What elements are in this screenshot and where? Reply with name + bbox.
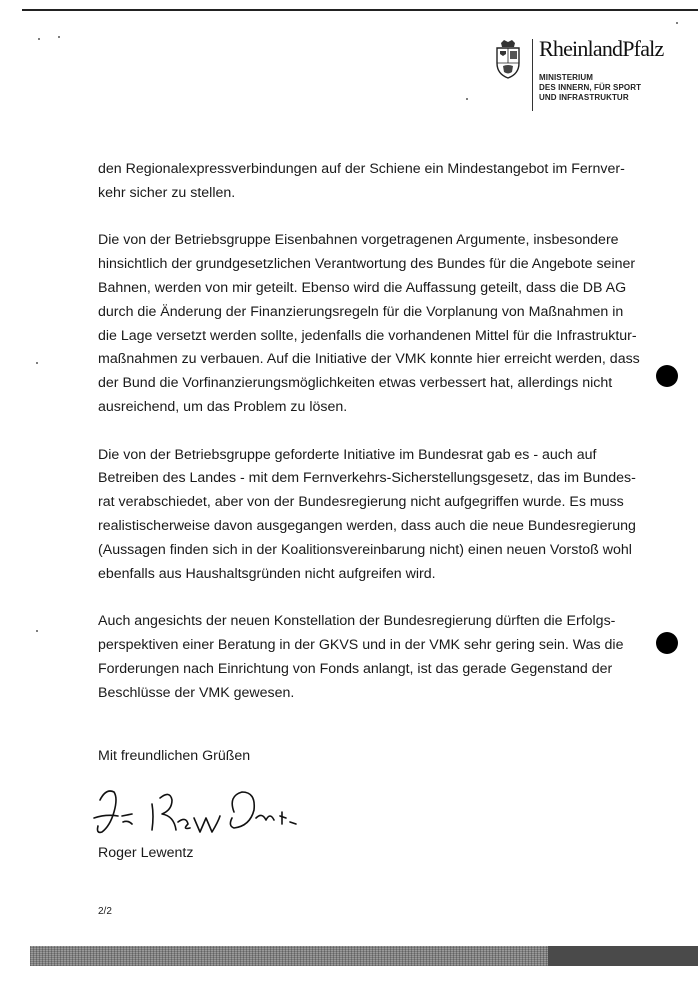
- text-line: Beschlüsse der VMK gewesen.: [98, 684, 295, 701]
- punch-hole: [656, 365, 678, 387]
- text-line: maßnahmen zu verbauen. Auf die Initiative der VMK konnte hier erreicht werden, dass: [98, 351, 640, 368]
- text-line: hinsichtlich der grundgesetzlichen Verantwortung des Bundes für die Angebote seiner: [98, 256, 636, 273]
- scan-speck: [38, 38, 40, 40]
- text-line: Betreiben des Landes - mit dem Fernverkehrs-Sicherstellungsgesetz, das im Bundes-: [98, 470, 636, 487]
- coat-of-arms-icon: [494, 39, 522, 79]
- text-line: den Regionalexpressverbindungen auf der Schiene ein Mindestangebot im Fernver-: [98, 161, 625, 177]
- text-line: ausreichend, um das Problem zu lösen.: [98, 398, 348, 415]
- ministry-name: [539, 73, 641, 103]
- paragraph: [98, 229, 640, 419]
- text-line: Die von der Betriebsgruppe Eisenbahnen vorgetragenen Argumente, insbesondere: [98, 232, 619, 249]
- text-line: Forderungen nach Einrichtung von Fonds anlangt, ist das gerade Gegenstand der: [98, 660, 613, 677]
- closing-greeting: Mit freundlichen Grüßen: [98, 748, 251, 764]
- text-line: ebenfalls aus Haushaltsgründen nicht aufgreifen wird.: [98, 565, 436, 582]
- ministry-line: UND INFRASTRUKTUR: [539, 93, 629, 102]
- handwritten-signature: [92, 778, 302, 850]
- letterhead: [494, 36, 694, 116]
- text-line: Auch angesichts der neuen Konstellation der Bundesregierung dürften die Erfolgs-: [98, 613, 616, 630]
- text-line: realistischerweise davon ausgegangen werden, dass auch die neue Bundesregierung: [98, 517, 636, 534]
- brand-name: RheinlandPfalz: [539, 36, 664, 61]
- text-line: rat verabschiedet, aber von der Bundesregierung nicht aufgegriffen wurde. Es muss: [98, 494, 624, 511]
- text-line: Bahnen, werden von mir geteilt. Ebenso wird die Auffassung geteilt, dass die DB AG: [98, 279, 627, 296]
- paragraph: [98, 158, 625, 206]
- page-number: 2/2: [98, 906, 112, 917]
- paragraph: [98, 444, 636, 587]
- scan-speck: [58, 36, 60, 38]
- scan-artifact-dark: [548, 946, 698, 966]
- punch-hole: [656, 632, 678, 654]
- top-rule: [22, 9, 698, 11]
- letterhead-divider: [532, 39, 533, 111]
- scan-speck: [36, 630, 38, 632]
- text-line: perspektiven einer Beratung in der GKVS und in der VMK sehr gering sein. Was die: [98, 636, 624, 653]
- paragraph: [98, 610, 624, 705]
- scan-artifact-strip: [30, 946, 698, 966]
- text-line: die Lage versetzt werden sollte, jedenfalls die vorhandenen Mittel für die Infrastruktur-: [98, 327, 637, 344]
- text-line: der Bund die Vorfinanzierungsmöglichkeiten etwas verbessert hat, allerdings nicht: [98, 375, 613, 392]
- signer-name: Roger Lewentz: [98, 845, 194, 861]
- letter-body: [98, 158, 640, 729]
- text-line: Die von der Betriebsgruppe geforderte Initiative im Bundesrat gab es - auch auf: [98, 446, 597, 463]
- ministry-line: MINISTERIUM: [539, 73, 593, 82]
- scan-speck: [36, 362, 38, 364]
- ministry-line: DES INNERN, FÜR SPORT: [539, 83, 642, 92]
- scan-speck: [676, 22, 678, 24]
- text-line: durch die Änderung der Finanzierungsregeln für die Vorplanung von Maßnahmen in: [98, 303, 624, 320]
- scan-speck: [466, 98, 468, 100]
- text-line: kehr sicher zu stellen.: [98, 184, 236, 201]
- text-line: (Aussagen finden sich in der Koalitionsvereinbarung nicht) einen neuen Vorstoß wohl: [98, 541, 632, 558]
